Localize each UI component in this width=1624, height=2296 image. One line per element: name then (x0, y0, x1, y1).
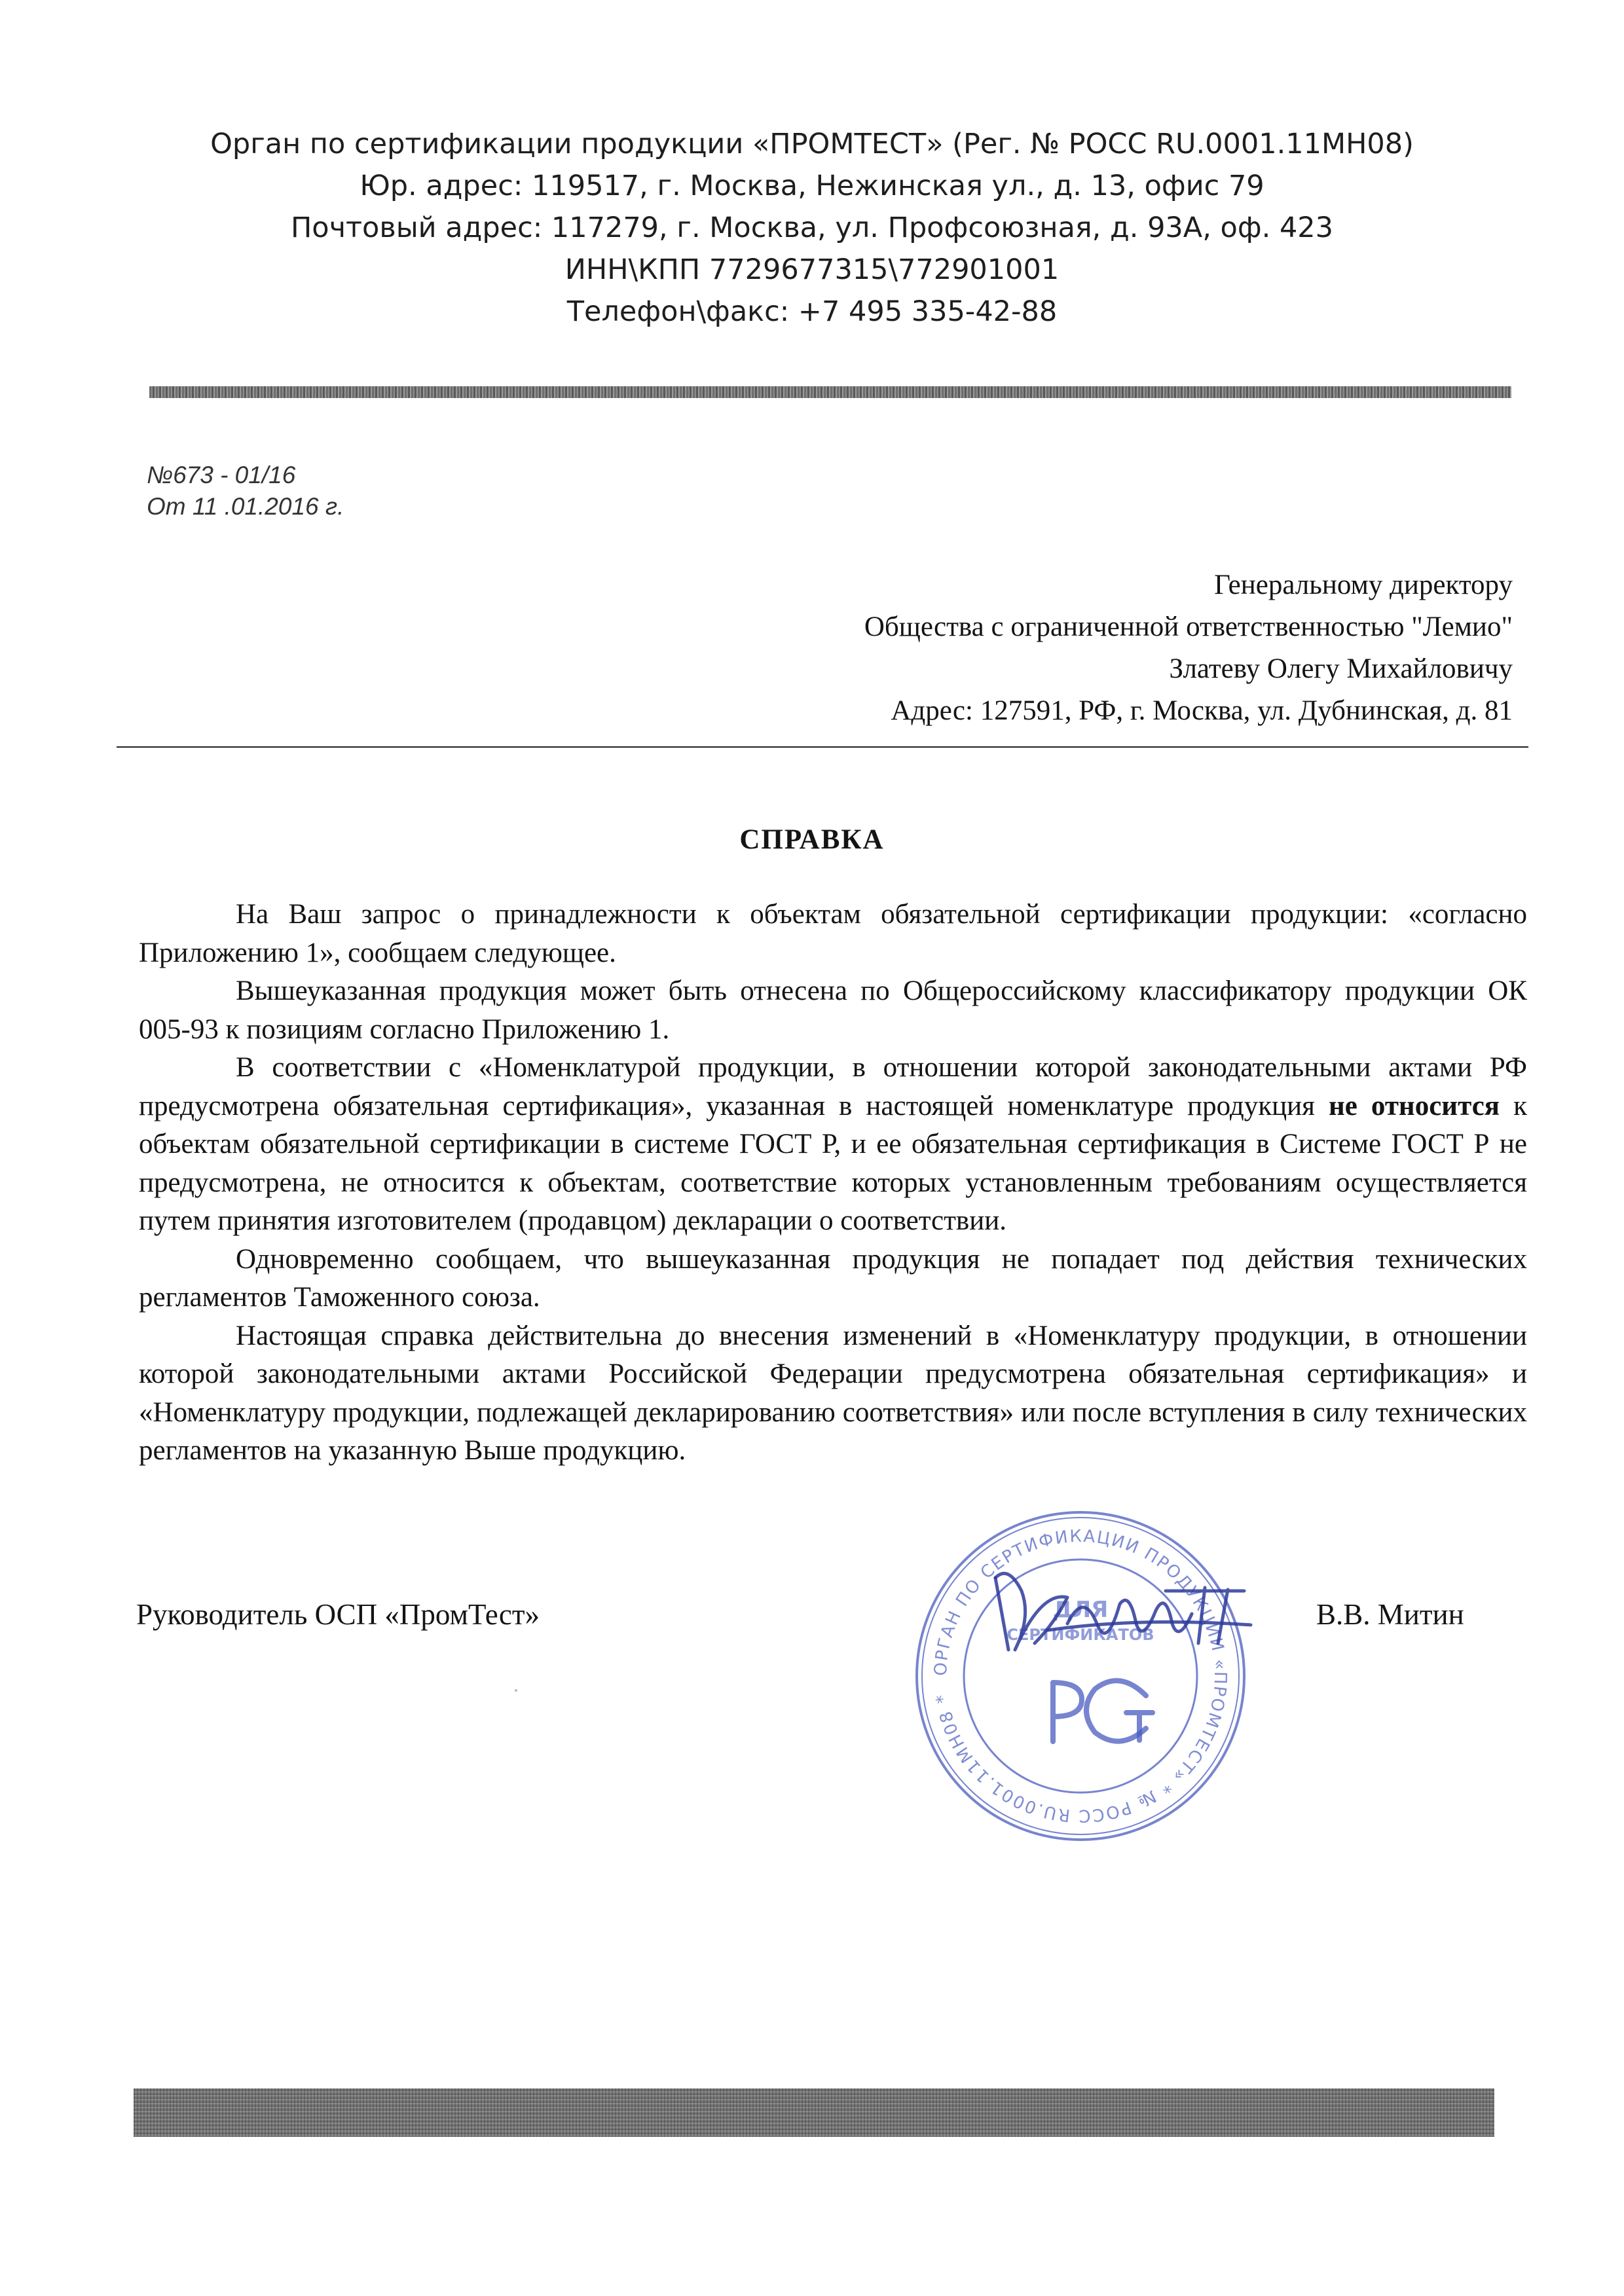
stamp-ring-text: ОРГАН ПО СЕРТИФИКАЦИИ ПРОДУКЦИИ «ПРОМТЕСТ» * № РОСС RU.0001.11МН08 * (931, 1526, 1230, 1826)
scan-speck (515, 1689, 517, 1692)
horizontal-rule (117, 746, 1528, 748)
signatory-role: Руководитель ОСП «ПромТест» (136, 1598, 540, 1631)
stamp-center-mid: СЕРТИФИКАТОВ (1006, 1626, 1154, 1644)
document-title: СПРАВКА (739, 824, 885, 855)
stamp-center-top: ДЛЯ (1052, 1597, 1109, 1623)
letterhead-legal-address: Юр. адрес: 119517, г. Москва, Нежинская ул., д. 13, офис 79 (360, 170, 1264, 202)
letterhead (131, 123, 1493, 333)
letterhead-org-line: Орган по сертификации продукции «ПРОМТЕСТ» (Рег. № РОСС RU.0001.11МН08) (210, 128, 1414, 160)
letterhead-phone: Телефон\факс: +7 495 335-42-88 (566, 295, 1058, 328)
addressee-block (465, 564, 1513, 732)
signatory-name: В.В. Митин (1316, 1598, 1464, 1631)
reference-block (147, 460, 344, 522)
reference-date: От 11 .01.2016 г. (147, 493, 344, 520)
footer-band (134, 2088, 1494, 2137)
body-paragraph-1: На Ваш запрос о принадлежности к объектам обязательной сертификации продукции: «согласно Приложению 1», сообщаем следующее. (139, 899, 1527, 968)
handwritten-signature (969, 1552, 1257, 1669)
body-paragraph-3-end: к объектам обязательной сертификации в системе ГОСТ Р, и ее обязательная сертификация в Системе ГОСТ Р не предусмотрена, не относится к объектам, соответствие которых установленным требованиям осуществляется путем принятия изготовителем (продавцом) декларации о соответствии. (139, 1090, 1527, 1236)
body-paragraph-5: Настоящая справка действительна до внесения изменений в «Номенклатуру продукции, в отношении которой законодательными актами Российской Федерации предусмотрена обязательная сертификация» и «Номенклатуру продукции, подлежащей декларированию соответствия» или после вступления в силу технических регламентов на указанную Выше продукцию. (139, 1320, 1527, 1466)
body-paragraph-3-emphasis: не относится (1329, 1090, 1500, 1121)
document-body (139, 896, 1527, 1470)
addressee-position: Генеральному директору (1214, 570, 1513, 600)
reference-number: №673 - 01/16 (147, 462, 296, 488)
body-paragraph-3 (139, 1049, 1527, 1241)
rst-mark-icon (1053, 1681, 1153, 1741)
letterhead-divider-band (149, 386, 1511, 398)
addressee-address: Адрес: 127591, РФ, г. Москва, ул. Дубнинская, д. 81 (891, 695, 1513, 726)
addressee-company: Общества с ограниченной ответственностью "Лемио" (864, 611, 1513, 642)
body-paragraph-3-start: В соответствии с «Номенклатурой продукции, в отношении которой законодательными актами РФ предусмотрена обязательная сертификация», указанная в настоящей номенклатуре продукция (139, 1052, 1527, 1121)
body-paragraph-2: Вышеуказанная продукция может быть отнесена по Общероссийскому классификатору продукции ОК 005-93 к позициям согласно Приложению 1. (139, 975, 1527, 1045)
addressee-name: Златеву Олегу Михайловичу (1169, 653, 1513, 684)
letterhead-postal-address: Почтовый адрес: 117279, г. Москва, ул. Профсоюзная, д. 93А, оф. 423 (290, 211, 1334, 244)
letterhead-tax-ids: ИНН\КПП 7729677315\772901001 (564, 253, 1060, 286)
body-paragraph-4: Одновременно сообщаем, что вышеуказанная продукция не попадает под действия технических регламентов Таможенного союза. (139, 1243, 1527, 1313)
